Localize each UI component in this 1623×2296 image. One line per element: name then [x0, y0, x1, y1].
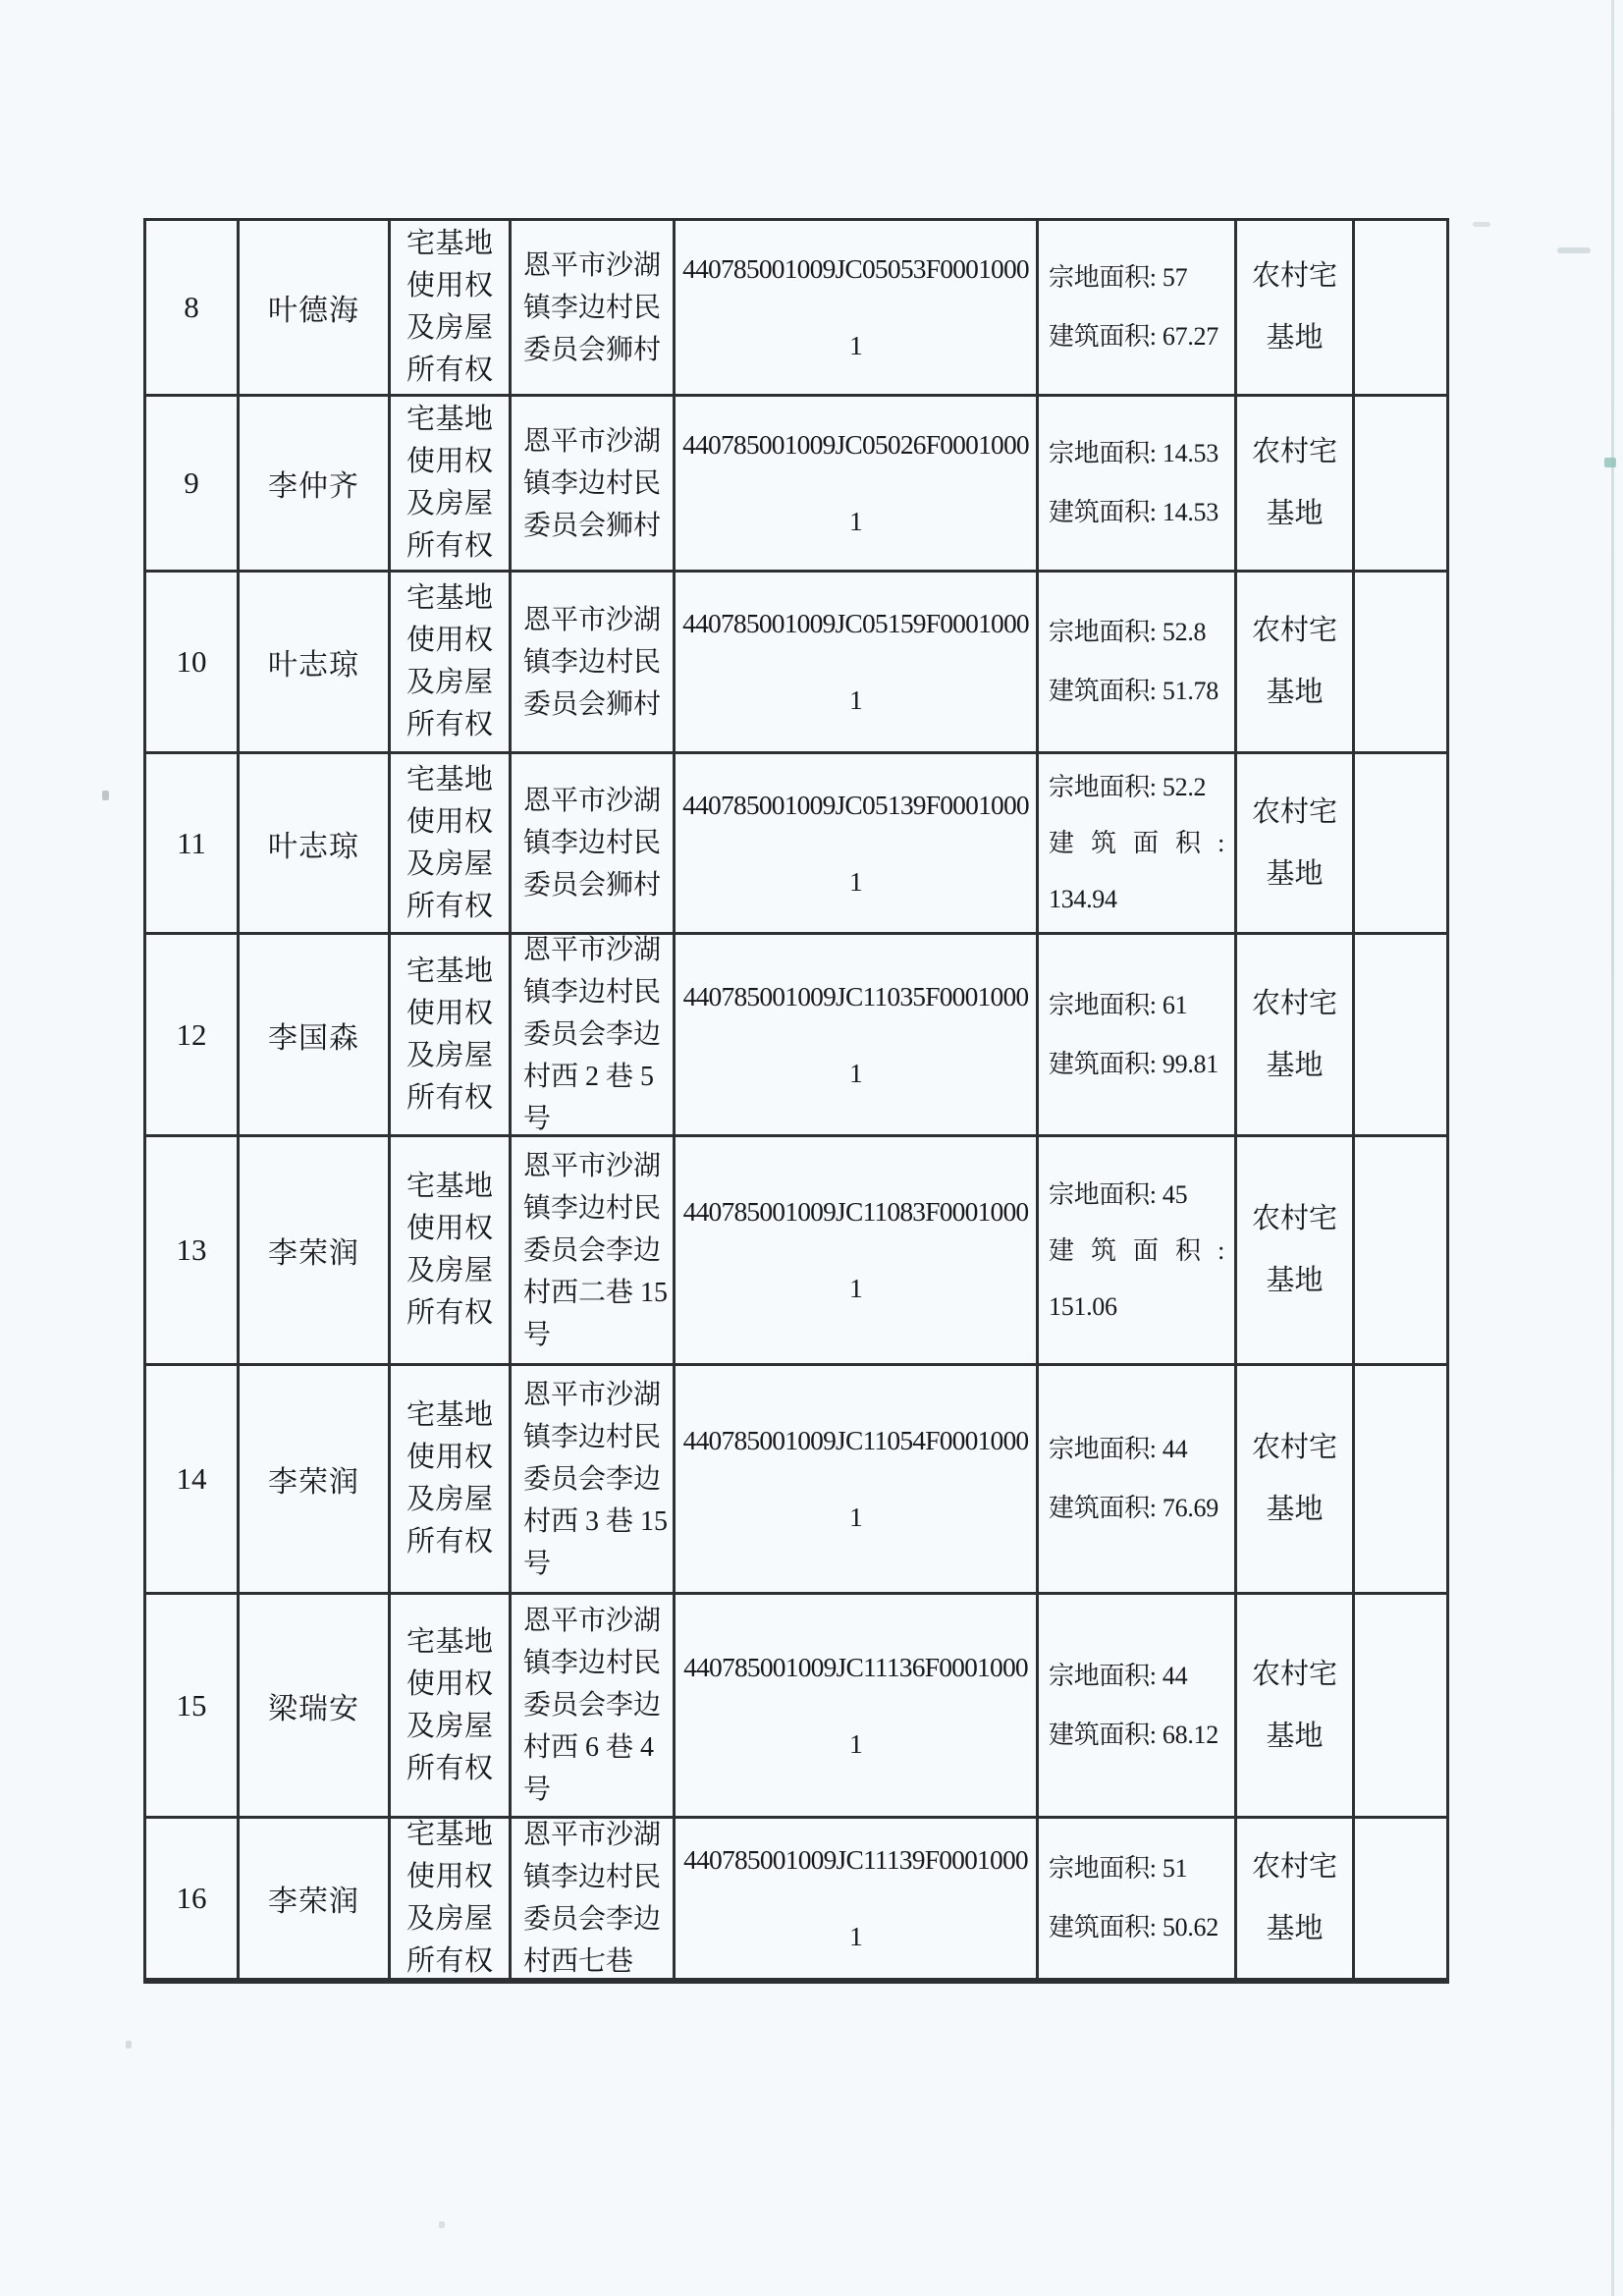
- location-line: 村西 2 巷 5: [523, 1062, 655, 1092]
- location-line: 号: [523, 1104, 552, 1134]
- right-type-cell: [391, 935, 512, 1134]
- location-line: 镇李边村民: [523, 828, 662, 858]
- location-line: 村西二巷 15: [523, 1277, 669, 1308]
- certificate-number-cell: [676, 397, 1039, 570]
- remark-cell: [1355, 1366, 1440, 1592]
- area-cell: [1039, 221, 1237, 394]
- certificate-line: 1: [849, 1502, 862, 1532]
- area-line: 建筑面积: 99.81: [1049, 1049, 1218, 1078]
- row-number-cell: [146, 1137, 240, 1363]
- location-line: 号: [523, 1775, 552, 1805]
- owner-name: 李荣润: [268, 1886, 359, 1918]
- location-cell: [512, 573, 676, 751]
- location-line: 镇李边村民: [523, 1648, 662, 1678]
- owner-name-cell: [240, 1595, 391, 1816]
- table-row: [146, 221, 1446, 397]
- right_type-line: 及房屋: [406, 847, 493, 880]
- location-line: 恩平市沙湖: [523, 1606, 662, 1636]
- row-number-cell: [146, 935, 240, 1134]
- table-row: [146, 1366, 1446, 1595]
- owner-name-cell: [240, 935, 391, 1134]
- location-cell: [512, 1137, 676, 1363]
- land_use-line: 农村宅: [1251, 615, 1337, 646]
- land_use-line: 农村宅: [1251, 795, 1337, 828]
- certificate-number-cell: [676, 1819, 1039, 1978]
- right_type-line: 所有权: [406, 355, 493, 386]
- certificate-line: 440785001009JC11083F0001000: [682, 1196, 1029, 1227]
- certificate-line: 1: [849, 1921, 862, 1951]
- area-line: 建筑面积: 68.12: [1049, 1720, 1218, 1749]
- scan-speck-artifact: [126, 2041, 132, 2049]
- location-line: 镇李边村民: [523, 1192, 662, 1224]
- location-line: 号: [523, 1548, 552, 1579]
- area-cell: [1039, 754, 1237, 932]
- location-cell: [512, 1595, 676, 1816]
- certificate-number-cell: [676, 935, 1039, 1134]
- location-line: 恩平市沙湖: [523, 786, 662, 816]
- table-row: [146, 935, 1446, 1137]
- right_type-line: 宅基地: [406, 1625, 493, 1658]
- certificate-line: 1: [849, 1057, 862, 1088]
- right-type-cell: [391, 754, 512, 932]
- area-line: 建筑面积: 14.53: [1049, 498, 1218, 526]
- land_use-line: 基地: [1266, 677, 1324, 708]
- row-number: 14: [176, 1461, 207, 1496]
- location-line: 委员会狮村: [523, 870, 662, 901]
- area-line: 建筑面积: 67.27: [1049, 322, 1218, 351]
- location-line: 恩平市沙湖: [523, 1379, 662, 1410]
- location-line: 镇李边村民: [523, 646, 662, 678]
- table-row: [146, 1137, 1446, 1366]
- remark-cell: [1355, 221, 1440, 394]
- area-line: 宗地面积: 51: [1049, 1854, 1188, 1883]
- area-line: 建筑面积: 76.69: [1049, 1494, 1218, 1522]
- right_type-line: 使用权: [406, 1667, 493, 1700]
- area-line: 宗地面积: 44: [1049, 1661, 1188, 1690]
- land-use-cell: [1237, 573, 1355, 751]
- location-line: 恩平市沙湖: [523, 604, 662, 635]
- table-row: [146, 1819, 1446, 1978]
- right_type-line: 及房屋: [406, 488, 493, 519]
- right_type-line: 及房屋: [406, 1484, 493, 1515]
- owner-name: 李仲齐: [268, 470, 359, 503]
- right_type-line: 所有权: [406, 1297, 493, 1329]
- scan-speck-artifact: [102, 791, 109, 800]
- table-row: [146, 1595, 1446, 1819]
- remark-cell: [1355, 935, 1440, 1134]
- land-use-cell: [1237, 1595, 1355, 1816]
- area-line: 建筑面积: 50.62: [1049, 1913, 1218, 1941]
- right_type-line: 所有权: [406, 1945, 493, 1977]
- table-row: [146, 754, 1446, 935]
- area-line: 151.06: [1049, 1291, 1117, 1321]
- certificate-line: 440785001009JC05026F0001000: [682, 429, 1029, 460]
- right_type-line: 所有权: [406, 1526, 493, 1558]
- area-line: 建筑面积:: [1049, 829, 1224, 857]
- right_type-line: 及房屋: [406, 1903, 493, 1935]
- land_use-line: 农村宅: [1251, 260, 1337, 292]
- location-line: 恩平市沙湖: [523, 1150, 662, 1181]
- certificate-line: 440785001009JC05053F0001000: [682, 253, 1029, 284]
- location-cell: [512, 397, 676, 570]
- location-line: 恩平市沙湖: [523, 425, 662, 457]
- right_type-line: 使用权: [406, 1861, 493, 1892]
- owner-name: 叶志琼: [268, 830, 359, 863]
- owner-name-cell: [240, 1819, 391, 1978]
- remark-cell: [1355, 1595, 1440, 1816]
- owner-name-cell: [240, 573, 391, 751]
- area-line: 建筑面积: 51.78: [1049, 677, 1218, 705]
- row-number-cell: [146, 397, 240, 570]
- right_type-line: 使用权: [406, 625, 493, 656]
- owner-name-cell: [240, 397, 391, 570]
- owner-name-cell: [240, 221, 391, 394]
- land-use-cell: [1237, 1819, 1355, 1978]
- scan-edge-artifact: [1611, 0, 1614, 2296]
- row-number: 12: [176, 1016, 207, 1052]
- land-use-cell: [1237, 1137, 1355, 1363]
- right-type-cell: [391, 221, 512, 394]
- right_type-line: 使用权: [406, 997, 493, 1029]
- certificate-line: 1: [849, 1273, 862, 1303]
- land_use-line: 基地: [1266, 857, 1324, 890]
- location-line: 委员会李边: [523, 1904, 662, 1935]
- certificate-line: 440785001009JC05159F0001000: [682, 608, 1029, 638]
- remark-cell: [1355, 1137, 1440, 1363]
- table-row: [146, 573, 1446, 754]
- certificate-line: 440785001009JC11035F0001000: [682, 980, 1029, 1011]
- scan-dash-artifact: [1473, 222, 1490, 227]
- certificate-line: 440785001009JC11054F0001000: [682, 1425, 1029, 1455]
- land_use-line: 农村宅: [1251, 436, 1337, 467]
- land_use-line: 农村宅: [1251, 1658, 1337, 1690]
- location-line: 镇李边村民: [523, 467, 662, 499]
- land_use-line: 农村宅: [1251, 1432, 1337, 1463]
- area-line: 宗地面积: 52.2: [1049, 773, 1207, 801]
- certificate-number-cell: [676, 573, 1039, 751]
- certificate-number-cell: [676, 754, 1039, 932]
- right_type-line: 宅基地: [406, 763, 493, 795]
- area-cell: [1039, 573, 1237, 751]
- certificate-line: 1: [849, 684, 862, 715]
- certificate-number-cell: [676, 1137, 1039, 1363]
- certificate-line: 1: [849, 330, 862, 360]
- certificate-number-cell: [676, 1366, 1039, 1592]
- row-number: 13: [176, 1232, 207, 1267]
- location-cell: [512, 1819, 676, 1978]
- location-cell: [512, 935, 676, 1134]
- table-body: [146, 221, 1446, 1978]
- location-cell: [512, 1366, 676, 1592]
- owner-name: 叶志琼: [268, 649, 359, 682]
- land_use-line: 基地: [1266, 1720, 1324, 1752]
- land-use-cell: [1237, 397, 1355, 570]
- certificate-number-cell: [676, 1595, 1039, 1816]
- right_type-line: 及房屋: [406, 1710, 493, 1742]
- land_use-line: 基地: [1266, 1049, 1324, 1081]
- certificate-line: 1: [849, 865, 862, 897]
- area-line: 宗地面积: 45: [1049, 1179, 1188, 1209]
- area-cell: [1039, 1595, 1237, 1816]
- location-line: 委员会狮村: [523, 510, 662, 541]
- right_type-line: 宅基地: [406, 404, 493, 435]
- area-line: 宗地面积: 44: [1049, 1435, 1188, 1463]
- right_type-line: 及房屋: [406, 1255, 493, 1286]
- certificate-line: 1: [849, 1727, 862, 1759]
- land_use-line: 基地: [1266, 322, 1324, 354]
- row-number: 16: [176, 1881, 207, 1915]
- area-line: 宗地面积: 14.53: [1049, 439, 1218, 467]
- location-line: 村西 6 巷 4: [523, 1732, 655, 1763]
- right_type-line: 使用权: [406, 446, 493, 477]
- certificate-line: 440785001009JC11136F0001000: [683, 1651, 1028, 1682]
- location-line: 恩平市沙湖: [523, 935, 662, 965]
- owner-name-cell: [240, 1366, 391, 1592]
- land_use-line: 基地: [1266, 1265, 1324, 1296]
- location-line: 镇李边村民: [523, 1862, 662, 1892]
- land-use-cell: [1237, 754, 1355, 932]
- scan-dash-artifact: [1557, 247, 1591, 253]
- land-use-cell: [1237, 221, 1355, 394]
- right_type-line: 所有权: [406, 530, 493, 562]
- scan-speck-artifact: [439, 2221, 445, 2228]
- right-type-cell: [391, 573, 512, 751]
- land_use-line: 农村宅: [1251, 1203, 1337, 1234]
- right_type-line: 所有权: [406, 709, 493, 740]
- remark-cell: [1355, 754, 1440, 932]
- row-number-cell: [146, 221, 240, 394]
- land_use-line: 基地: [1266, 1494, 1324, 1525]
- land-use-cell: [1237, 1366, 1355, 1592]
- right_type-line: 使用权: [406, 1442, 493, 1473]
- row-number-cell: [146, 754, 240, 932]
- area-line: 宗地面积: 52.8: [1049, 618, 1207, 646]
- area-line: 建筑面积:: [1049, 1235, 1224, 1265]
- location-line: 镇李边村民: [523, 292, 662, 323]
- right-type-cell: [391, 1595, 512, 1816]
- right_type-line: 宅基地: [406, 1171, 493, 1202]
- area-line: 宗地面积: 61: [1049, 990, 1188, 1019]
- right_type-line: 使用权: [406, 805, 493, 838]
- owner-name: 李国森: [268, 1021, 359, 1055]
- location-line: 村西七巷: [523, 1946, 634, 1977]
- remark-cell: [1355, 573, 1440, 751]
- right-type-cell: [391, 1366, 512, 1592]
- area-line: 宗地面积: 57: [1049, 263, 1188, 292]
- location-line: 委员会李边: [523, 1463, 662, 1495]
- right-type-cell: [391, 397, 512, 570]
- owner-name: 李荣润: [268, 1237, 359, 1270]
- right_type-line: 及房屋: [406, 667, 493, 698]
- owner-name: 梁瑞安: [268, 1692, 359, 1725]
- certificate-line: 440785001009JC11139F0001000: [683, 1844, 1028, 1875]
- land_use-line: 农村宅: [1251, 987, 1337, 1019]
- location-line: 村西 3 巷 15: [523, 1505, 669, 1537]
- land-use-cell: [1237, 935, 1355, 1134]
- row-number: 15: [176, 1687, 207, 1722]
- location-line: 号: [523, 1319, 552, 1350]
- table-row: [146, 397, 1446, 573]
- certificate-line: 440785001009JC05139F0001000: [682, 789, 1029, 820]
- right_type-line: 宅基地: [406, 1399, 493, 1431]
- location-line: 恩平市沙湖: [523, 249, 662, 281]
- location-cell: [512, 754, 676, 932]
- owner-name-cell: [240, 754, 391, 932]
- location-line: 恩平市沙湖: [523, 1820, 662, 1850]
- right_type-line: 及房屋: [406, 312, 493, 344]
- location-line: 委员会狮村: [523, 688, 662, 720]
- area-cell: [1039, 397, 1237, 570]
- row-number-cell: [146, 573, 240, 751]
- location-line: 镇李边村民: [523, 1421, 662, 1452]
- right_type-line: 使用权: [406, 270, 493, 301]
- land_use-line: 农村宅: [1251, 1851, 1337, 1883]
- land_use-line: 基地: [1266, 498, 1324, 529]
- area-cell: [1039, 1819, 1237, 1978]
- area-cell: [1039, 1366, 1237, 1592]
- right_type-line: 使用权: [406, 1213, 493, 1244]
- row-number: 9: [184, 465, 199, 500]
- row-number: 11: [177, 825, 206, 860]
- right_type-line: 所有权: [406, 1752, 493, 1784]
- right-type-cell: [391, 1137, 512, 1363]
- land_use-line: 基地: [1266, 1913, 1324, 1944]
- right_type-line: 所有权: [406, 890, 493, 922]
- location-line: 委员会狮村: [523, 334, 662, 365]
- owner-name: 李荣润: [268, 1466, 359, 1499]
- row-number-cell: [146, 1819, 240, 1978]
- right_type-line: 宅基地: [406, 1819, 493, 1850]
- remark-cell: [1355, 397, 1440, 570]
- property-registration-table: [143, 218, 1449, 1984]
- location-line: 委员会李边: [523, 1019, 662, 1050]
- row-number: 8: [184, 290, 199, 324]
- remark-cell: [1355, 1819, 1440, 1978]
- row-number: 10: [176, 644, 207, 679]
- row-number-cell: [146, 1366, 240, 1592]
- scan-tick-artifact: [1604, 458, 1616, 467]
- certificate-line: 1: [849, 506, 862, 536]
- location-cell: [512, 221, 676, 394]
- right_type-line: 及房屋: [406, 1039, 493, 1071]
- owner-name-cell: [240, 1137, 391, 1363]
- location-line: 镇李边村民: [523, 977, 662, 1008]
- right_type-line: 宅基地: [406, 955, 493, 987]
- area-cell: [1039, 1137, 1237, 1363]
- location-line: 委员会李边: [523, 1234, 662, 1266]
- location-line: 委员会李边: [523, 1690, 662, 1721]
- area-cell: [1039, 935, 1237, 1134]
- right_type-line: 宅基地: [406, 582, 493, 614]
- right_type-line: 所有权: [406, 1081, 493, 1114]
- right_type-line: 宅基地: [406, 228, 493, 259]
- certificate-number-cell: [676, 221, 1039, 394]
- right-type-cell: [391, 1819, 512, 1978]
- row-number-cell: [146, 1595, 240, 1816]
- area-line: 134.94: [1049, 885, 1117, 913]
- owner-name: 叶德海: [268, 295, 359, 327]
